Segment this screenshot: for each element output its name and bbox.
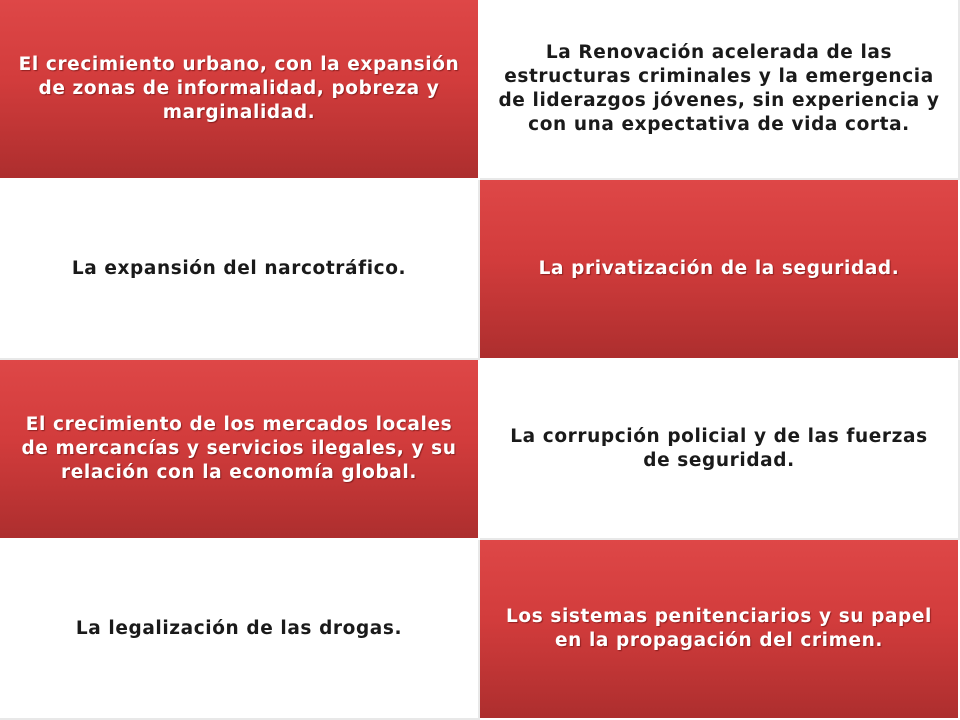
cell-drug-legalization <box>0 540 480 720</box>
cell-security-privatization <box>480 180 960 360</box>
cell-text: El crecimiento urbano, con la expansión de zonas de informalidad, pobreza y marginalidad. <box>18 54 460 123</box>
cell-text: La corrupción policial y de las fuerzas de seguridad. <box>510 426 928 471</box>
cell-text: La expansión del narcotráfico. <box>71 258 407 279</box>
cell-urban-growth <box>0 0 480 180</box>
cell-text: La privatización de la seguridad. <box>538 258 900 279</box>
cell-criminal-renewal <box>480 0 960 180</box>
cell-text: El crecimiento de los mercados locales de mercancías y servicios ilegales, y su relación con la economía global. <box>21 414 457 483</box>
cell-text: La legalización de las drogas. <box>75 618 403 639</box>
cell-text: Los sistemas penitenciarios y su papel en la propagación del crimen. <box>506 606 932 651</box>
cell-drug-trafficking <box>0 180 480 360</box>
cell-text: La Renovación acelerada de las estructuras criminales y la emergencia de liderazgos jóvenes, sin experiencia y con una expectativa de vida corta. <box>498 42 940 135</box>
cell-illegal-markets <box>0 360 480 540</box>
cell-prison-systems <box>480 540 960 720</box>
cell-police-corruption <box>480 360 960 540</box>
